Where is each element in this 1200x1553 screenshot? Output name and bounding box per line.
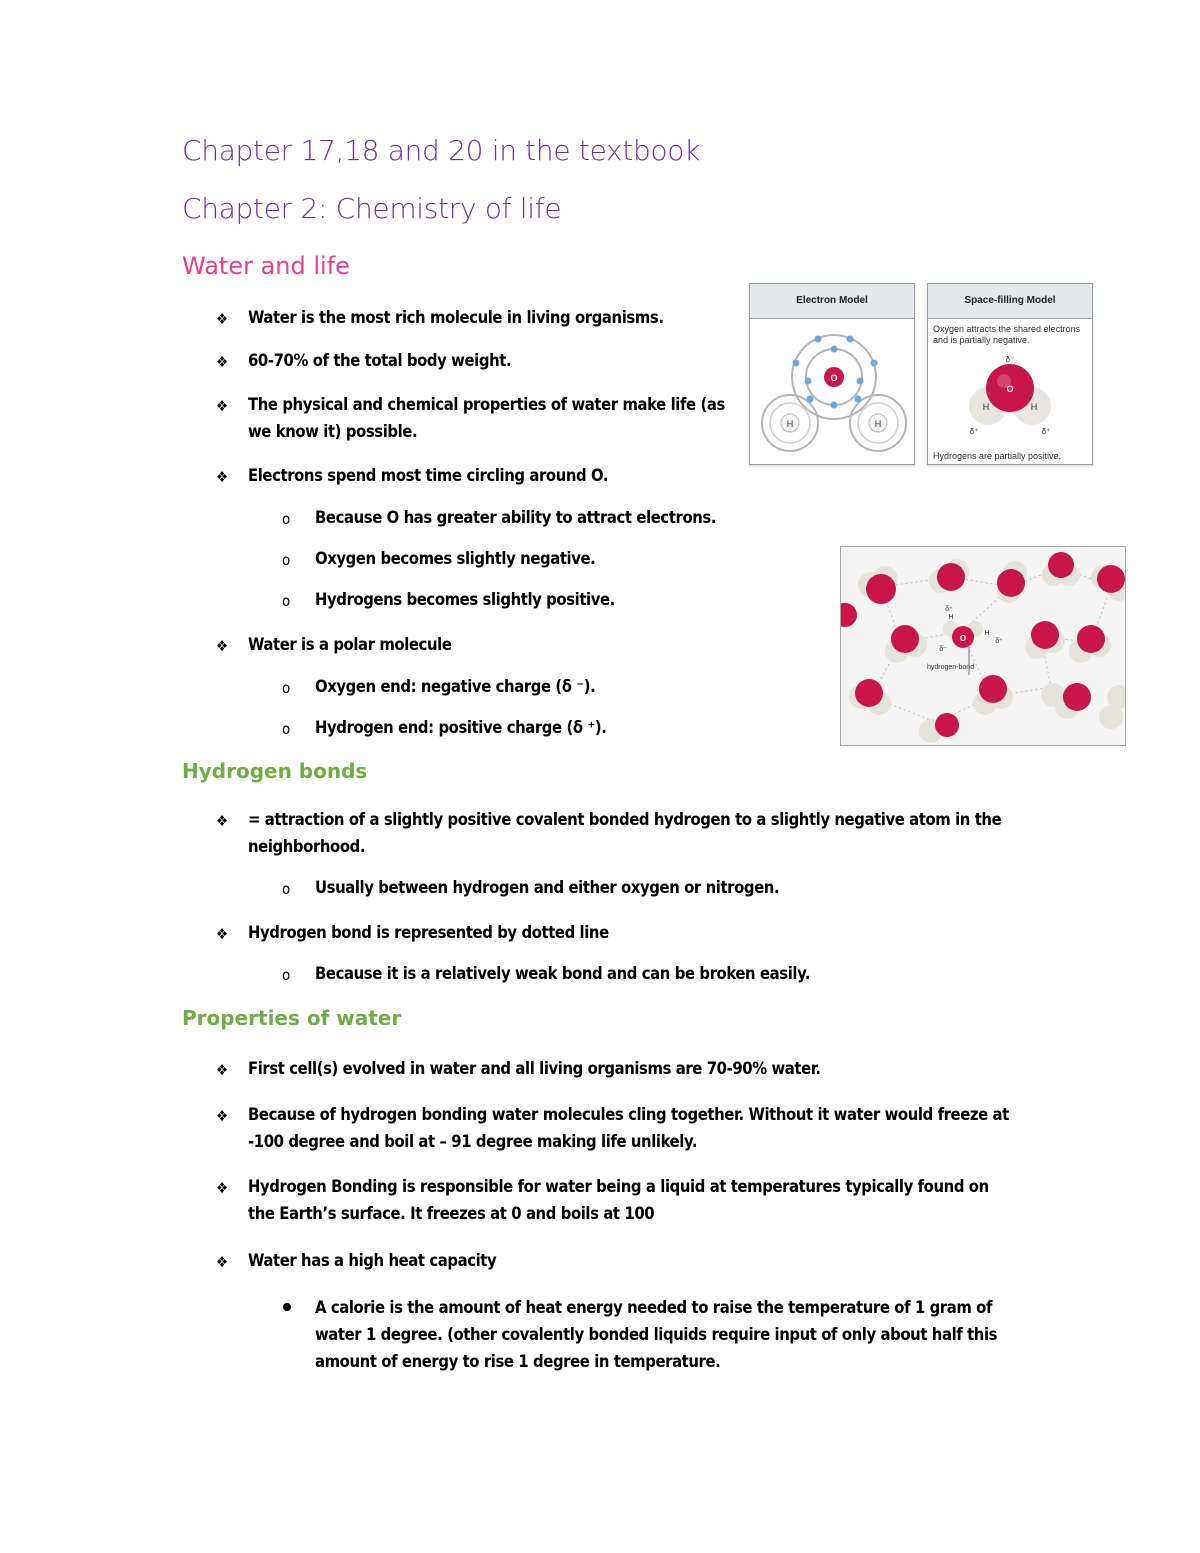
list-item: Electrons spend most time circling around O. [248,466,609,485]
diamond-bullet-icon: ❖ [216,397,228,415]
list-item: Water has a high heat capacity [248,1251,497,1270]
oxygen-label: O [959,634,967,643]
list-subitem: Hydrogen end: positive charge (δ ⁺). [315,718,607,737]
heading-hydrogen-bonds: Hydrogen bonds [182,759,368,783]
list-subitem: Oxygen becomes slightly negative. [315,549,596,568]
heading-chapter-2: Chapter 2: Chemistry of life [182,192,562,225]
diamond-bullet-icon: ❖ [216,1253,228,1271]
filled-bullet-icon [283,1303,291,1311]
diamond-bullet-icon: ❖ [216,925,228,943]
list-item: Water is the most rich molecule in living organisms. [248,308,664,327]
hydrogen-label: H [948,614,954,621]
diamond-bullet-icon: ❖ [216,637,228,655]
diamond-bullet-icon: ❖ [216,353,228,371]
oxygen-label: O [1006,384,1014,394]
heading-chapter-textbook: Chapter 17,18 and 20 in the textbook [182,134,701,167]
delta-minus-label: δ⁻ [939,646,947,653]
space-filling-bottom-text: Hydrogens are partially positive. [933,451,1062,461]
electron-model-figure [749,283,915,465]
hydrogen-bond-label: hydrogen-bond [927,664,975,671]
list-item: The physical and chemical properties of water make life (as we know it) possible. [248,395,725,441]
circle-bullet-icon: o [282,551,290,569]
circle-bullet-icon: o [282,966,290,984]
list-subitem: Because it is a relatively weak bond and can be broken easily. [315,964,811,983]
hydrogen-label: H [984,630,990,637]
list-item: = attraction of a slightly positive covalent bonded hydrogen to a slightly negative atom in the neighborhood. [248,810,1002,856]
list-item: Water is a polar molecule [248,635,452,654]
water-molecule [849,679,891,715]
oxygen-label: O [830,373,838,383]
hydrogen-label: H [982,402,990,412]
list-item: Because of hydrogen bonding water molecules cling together. Without it water would freeze at -100 degree and boil at – 91 degree making life unlikely. [248,1105,1009,1151]
diamond-bullet-icon: ❖ [216,1107,228,1125]
diamond-bullet-icon: ❖ [216,1179,228,1197]
space-filling-diagram [928,354,1092,446]
space-filling-model-figure [927,283,1093,465]
list-subitem: Oxygen end: negative charge (δ ⁻). [315,677,596,696]
water-molecule [1099,685,1125,729]
delta-plus-label: δ⁺ [1041,427,1051,436]
hydrogen-label: H [874,419,882,429]
water-molecule [841,603,857,627]
hydrogen-label: H [1030,402,1038,412]
list-item: Hydrogen bond is represented by dotted line [248,923,609,942]
delta-minus-label: δ⁻ [1005,355,1015,364]
electron-model-diagram [750,319,914,464]
circle-bullet-icon: o [282,592,290,610]
hydrogen-bond-network-diagram [841,547,1125,745]
list-item: First cell(s) evolved in water and all living organisms are 70-90% water. [248,1059,821,1078]
heading-water-and-life: Water and life [182,252,350,280]
diamond-bullet-icon: ❖ [216,1061,228,1079]
circle-bullet-icon: o [282,679,290,697]
water-molecule [973,675,1013,715]
list-subitem: Usually between hydrogen and either oxygen or nitrogen. [315,878,780,897]
water-molecule [929,559,969,593]
circle-bullet-icon: o [282,880,290,898]
list-item: 60-70% of the total body weight. [248,351,512,370]
water-molecule [1042,552,1080,586]
diamond-bullet-icon: ❖ [216,310,228,328]
water-molecule [1041,683,1091,719]
heading-properties-of-water: Properties of water [182,1006,402,1030]
list-subitem: Because O has greater ability to attract electrons. [315,508,717,527]
diamond-bullet-icon: ❖ [216,468,228,486]
delta-plus-label: δ⁺ [945,606,953,613]
water-molecule [1091,565,1125,601]
water-molecule [1025,621,1065,659]
water-molecule [858,566,898,604]
water-molecule [1069,625,1111,663]
circle-bullet-icon: o [282,510,290,528]
list-subitem: Hydrogens becomes slightly positive. [315,590,615,609]
delta-plus-label: δ⁺ [995,638,1003,645]
electron-model-title: Electron Model [750,284,914,319]
space-filling-top-text: Oxygen attracts the shared electrons and is partially negative. [933,324,1081,345]
water-molecule [885,625,927,663]
hydrogen-label: H [786,419,794,429]
hydrogen-bond-network-figure [840,546,1126,746]
diamond-bullet-icon: ❖ [216,812,228,830]
list-item: Hydrogen Bonding is responsible for water being a liquid at temperatures typically found on the Earth’s surface. It freezes at 0 and boils at 100 [248,1177,989,1223]
circle-bullet-icon: o [282,720,290,738]
space-filling-model-title: Space-filling Model [928,284,1092,319]
list-subitem: A calorie is the amount of heat energy needed to raise the temperature of 1 gram of water 1 degree. (other covalently bonded liquids require input of only about half this amount of energy to rise 1 degree in temperature. [315,1298,998,1371]
water-molecule [919,713,959,743]
delta-plus-label: δ⁺ [969,427,979,436]
water-molecule [997,561,1027,603]
